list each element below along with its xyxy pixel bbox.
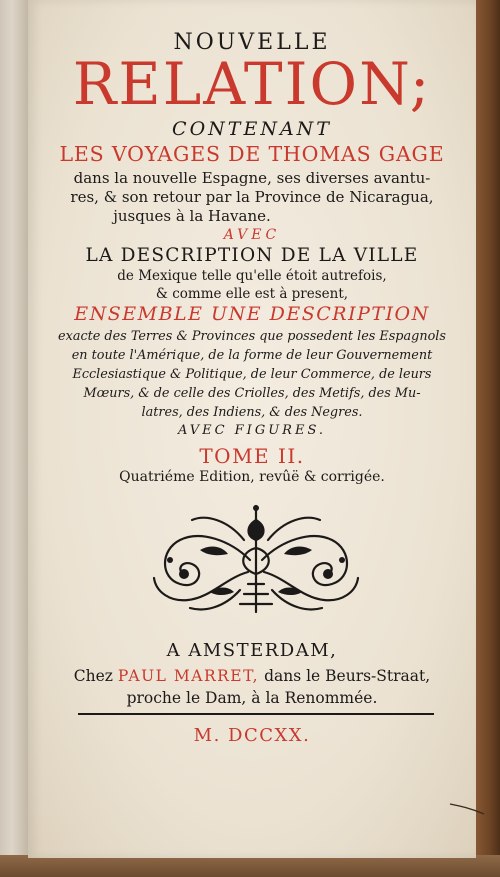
body-line-3: jusques à la Havane. [113,207,271,225]
paper-crease-mark [448,800,488,816]
imprint-date: M. DCCXX. [193,725,311,746]
description-heading: LA DESCRIPTION DE LA VILLE [85,245,419,266]
imprint-publisher-name: PAUL MARRET, [117,667,260,685]
ensemble-line-1: exacte des Terres & Provinces que possedent les Espagnols [58,329,446,344]
title-nouvelle: NOUVELLE [173,30,331,55]
mexique-line-1: de Mexique telle qu'elle étoit autrefois, [117,268,387,284]
imprint-address: proche le Dam, à la Renommée. [126,689,378,707]
mexique-line-2: & comme elle est à present, [155,286,349,302]
ensemble-line-4: Mœurs, & de celle des Criolles, des Metifs, des Mu- [83,386,421,401]
book-binding-bottom [0,855,500,877]
imprint-rule [78,713,434,715]
avec-label: AVEC [223,227,281,243]
imprint-publisher-line [28,667,476,685]
book-binding-right [474,0,500,877]
ensemble-line-5: latres, des Indiens, & des Negres. [141,405,363,420]
imprint-publisher-prefix: Chez [73,667,113,685]
imprint-city: A AMSTERDAM, [166,640,338,661]
ensemble-line-3: Ecclesiastique & Politique, de leur Commerce, de leurs [72,367,432,382]
subtitle-voyages: LES VOYAGES DE THOMAS GAGE [59,142,445,166]
avec-figures: AVEC FIGURES. [177,423,327,438]
ensemble-heading: ENSEMBLE UNE DESCRIPTION [74,303,430,325]
subtitle-contenant: CONTENANT [172,118,332,140]
tome-label: TOME II. [199,444,305,468]
book-binding-left [0,0,30,877]
imprint-publisher-suffix: dans le Beurs-Straat, [264,667,431,685]
body-line-2: res, & son retour par la Province de Nicaragua, [70,188,434,206]
title-page [28,0,476,858]
body-line-1: dans la nouvelle Espagne, ses diverses avantu- [73,169,431,187]
ensemble-line-2: en toute l'Amérique, de la forme de leur Gouvernement [71,348,433,363]
title-relation: RELATION; [72,50,432,118]
printer-ornament-icon [140,500,372,618]
edition-line: Quatriéme Edition, revûë & corrigée. [119,469,385,485]
